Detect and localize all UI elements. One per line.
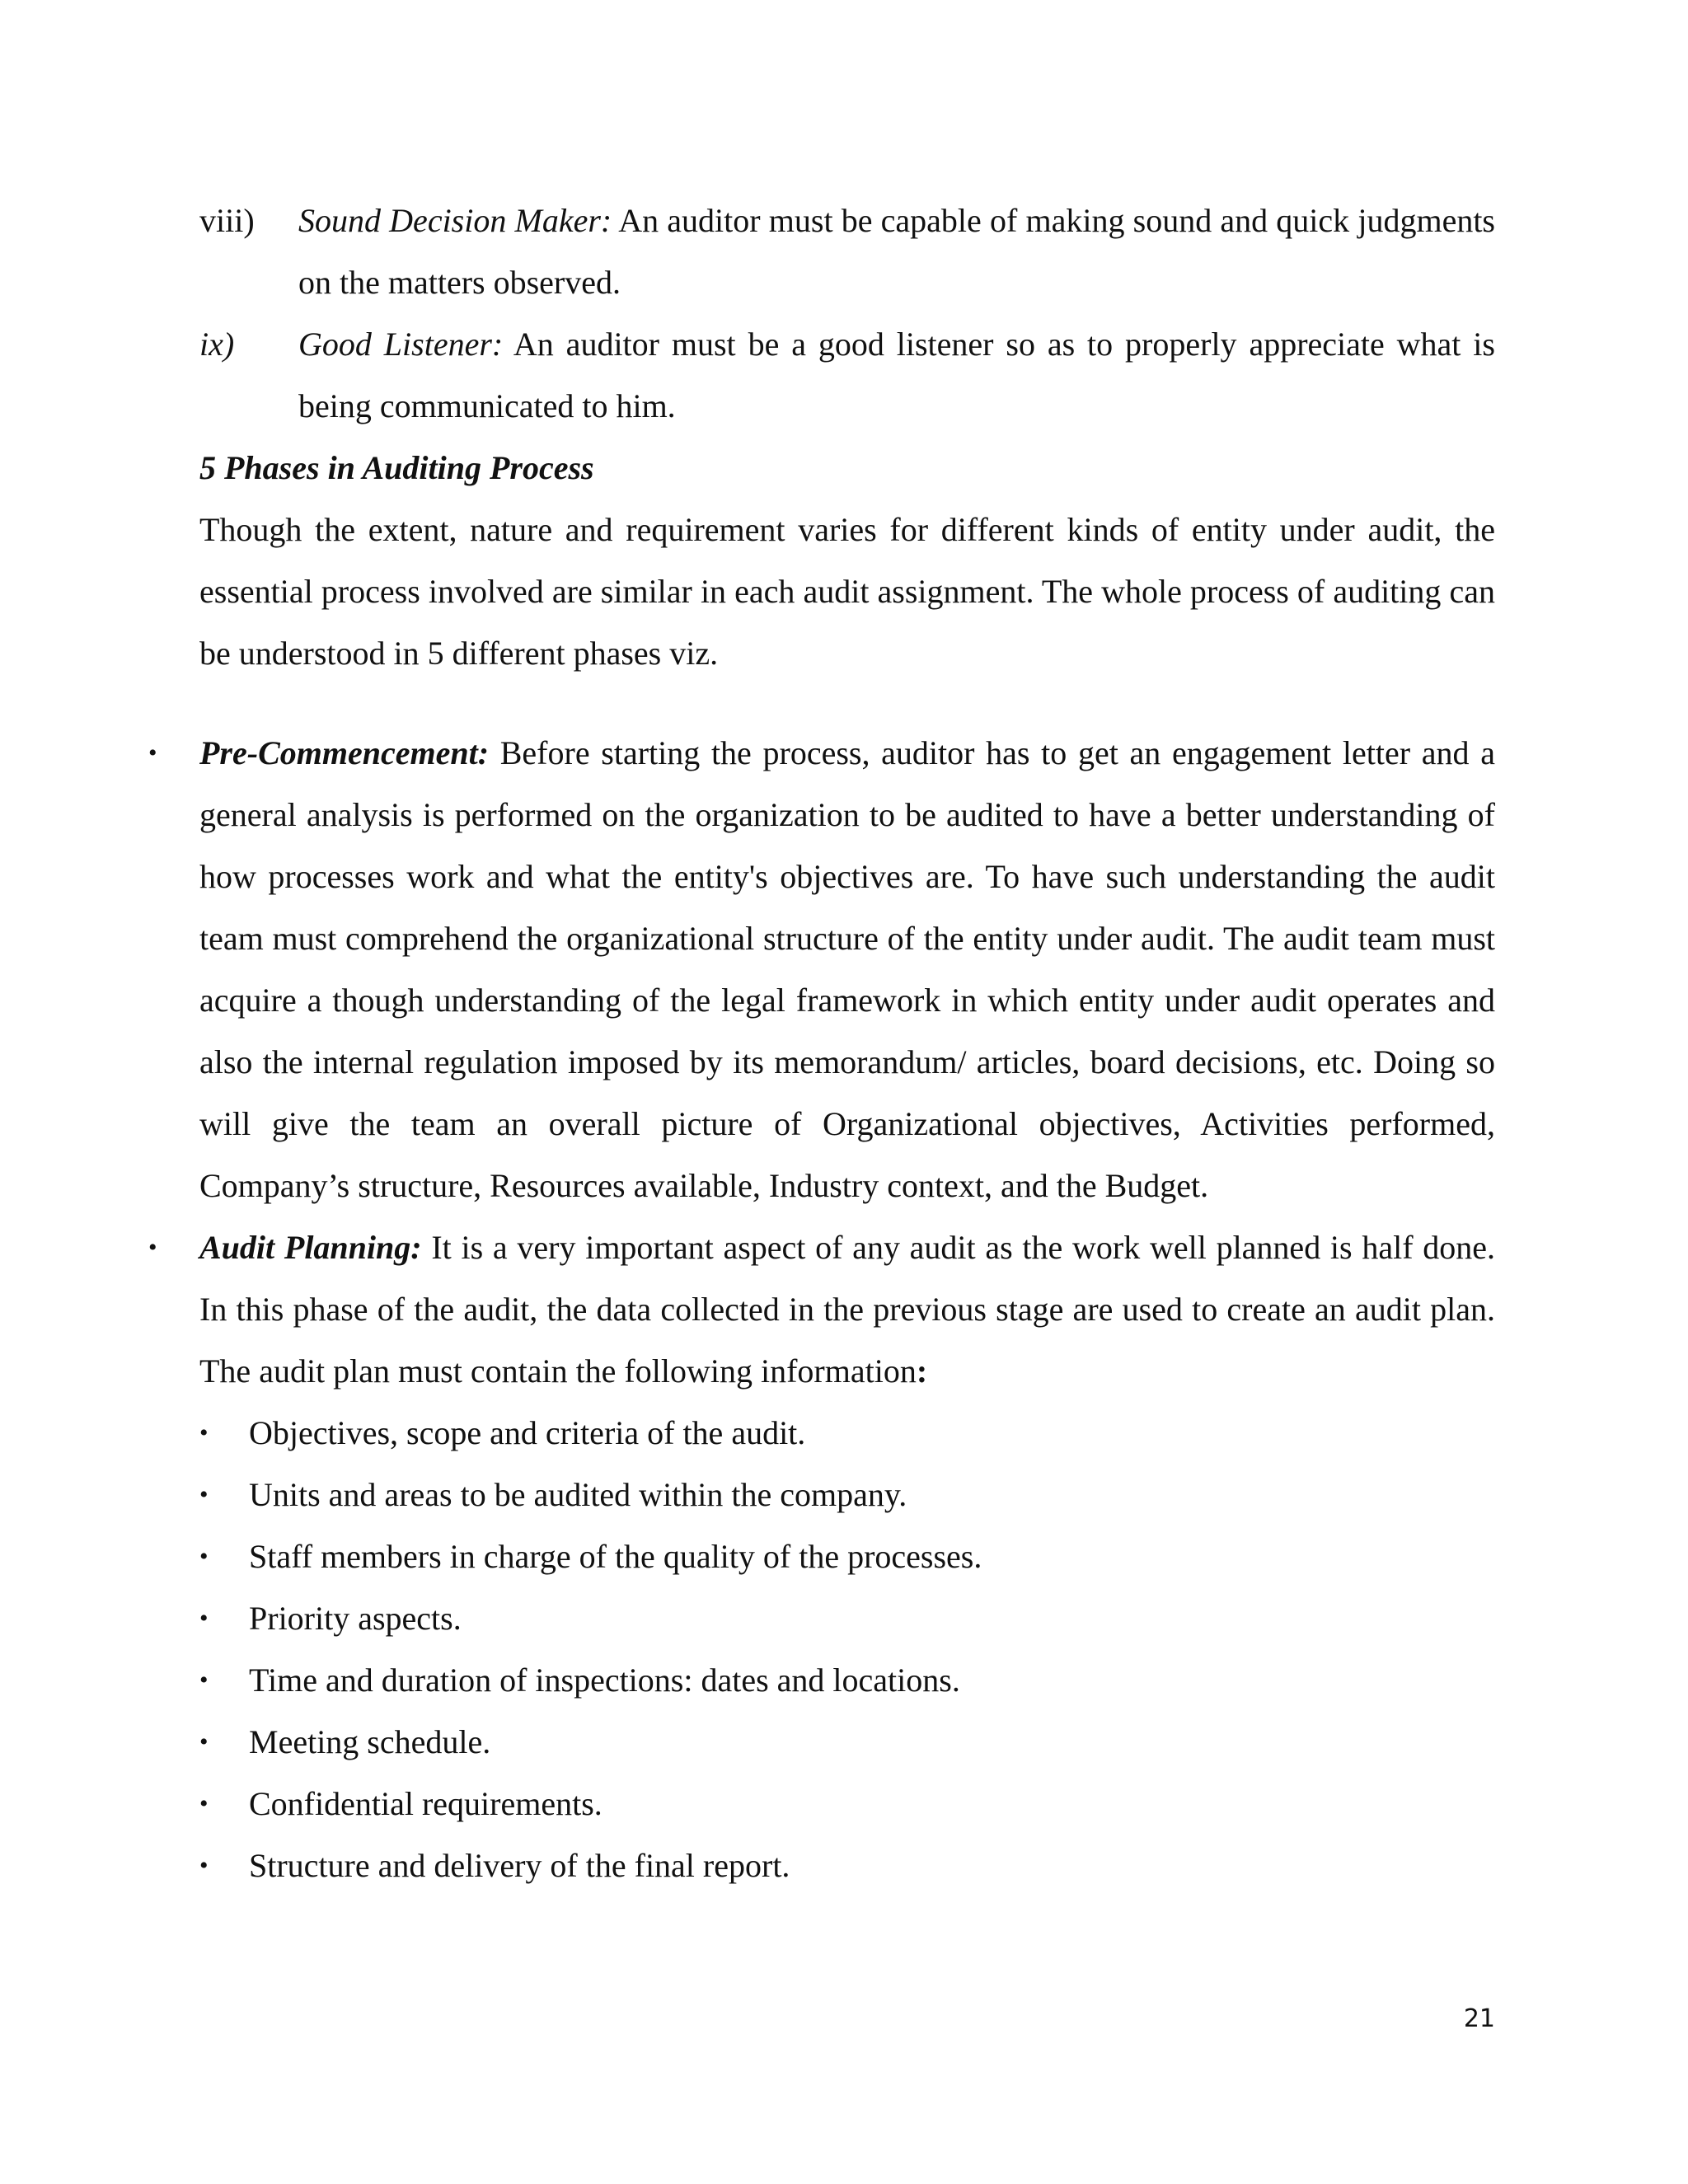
page-content (148, 190, 1496, 1896)
list-item (199, 1402, 1495, 1464)
list-item (199, 1526, 1495, 1587)
list-item (199, 1649, 1495, 1711)
list-item-text: Units and areas to be audited within the company. (249, 1476, 907, 1513)
bullet-icon: • (199, 1419, 209, 1446)
page-number: 21 (1463, 2004, 1495, 2033)
audit-plan-list (199, 1402, 1495, 1896)
phase-text: Before starting the process, auditor has to get an engagement letter and a general analysis is performed on the organization to be audited to have a better understanding of how processes work and what the entity's objectives are. To have such understanding the audit team must comprehend the organizational structure of the entity under audit. The audit team must acquire a though understanding of the legal framework in which entity under audit operates and also the internal regulation imposed by its memorandum/ articles, board decisions, etc. Doing so will give the team an overall picture of Organizational objectives, Activities performed, Company’s structure, Resources available, Industry context, and the Budget. (199, 734, 1495, 1204)
bullet-icon: • (199, 1481, 209, 1508)
bullet-icon: • (199, 1666, 209, 1694)
list-item-text: Objectives, scope and criteria of the audit. (249, 1414, 806, 1451)
list-item-text: Time and duration of inspections: dates and locations. (249, 1661, 960, 1699)
numbered-item-ix (199, 313, 1495, 437)
item-text: An auditor must be capable of making sound and quick judgments on the matters observed. (298, 202, 1496, 301)
phase-text-end: : (916, 1352, 928, 1390)
bullet-icon: • (199, 1543, 209, 1570)
bullet-icon: • (199, 1728, 209, 1755)
list-item (199, 1464, 1495, 1526)
list-item-text: Structure and delivery of the final report. (249, 1847, 790, 1884)
intro-paragraph: Though the extent, nature and requirement varies for different kinds of entity under audit, the essential process involved are similar in each audit assignment. The whole process of auditing can be understood in 5 different phases viz. (199, 511, 1495, 672)
phase-text: It is a very important aspect of any audit as the work well planned is half done. In this phase of the audit, the data collected in the previous stage are used to create an audit plan. The audit plan must contain the following information (199, 1229, 1496, 1390)
item-term: Sound Decision Maker: (298, 202, 612, 239)
item-number: ix) (199, 326, 235, 363)
phase-term: Pre-Commencement: (199, 734, 490, 771)
bullet-icon: • (199, 1852, 209, 1879)
list-item (199, 1773, 1495, 1835)
bullet-icon: • (199, 1790, 209, 1817)
list-item-text: Meeting schedule. (249, 1723, 491, 1760)
phase-audit-planning (148, 1216, 1496, 1402)
item-term: Good Listener: (298, 326, 504, 363)
item-text: An auditor must be a good listener so as to properly appreciate what is being communicated to him. (298, 326, 1495, 424)
section-heading: 5 Phases in Auditing Process (199, 449, 594, 486)
list-item (199, 1835, 1495, 1896)
phase-term: Audit Planning: (199, 1229, 422, 1266)
item-number: viii) (199, 202, 255, 239)
list-item-text: Staff members in charge of the quality of the processes. (249, 1538, 982, 1575)
bullet-icon: • (199, 1605, 209, 1632)
list-item (199, 1587, 1495, 1649)
list-item (199, 1711, 1495, 1773)
paragraph-gap (199, 684, 1495, 722)
list-item-text: Confidential requirements. (249, 1785, 603, 1822)
list-item-text: Priority aspects. (249, 1600, 462, 1637)
numbered-item-viii (199, 190, 1495, 313)
phase-pre-commencement (148, 722, 1495, 1216)
bullet-icon: • (148, 739, 157, 766)
bullet-icon: • (148, 1234, 157, 1261)
